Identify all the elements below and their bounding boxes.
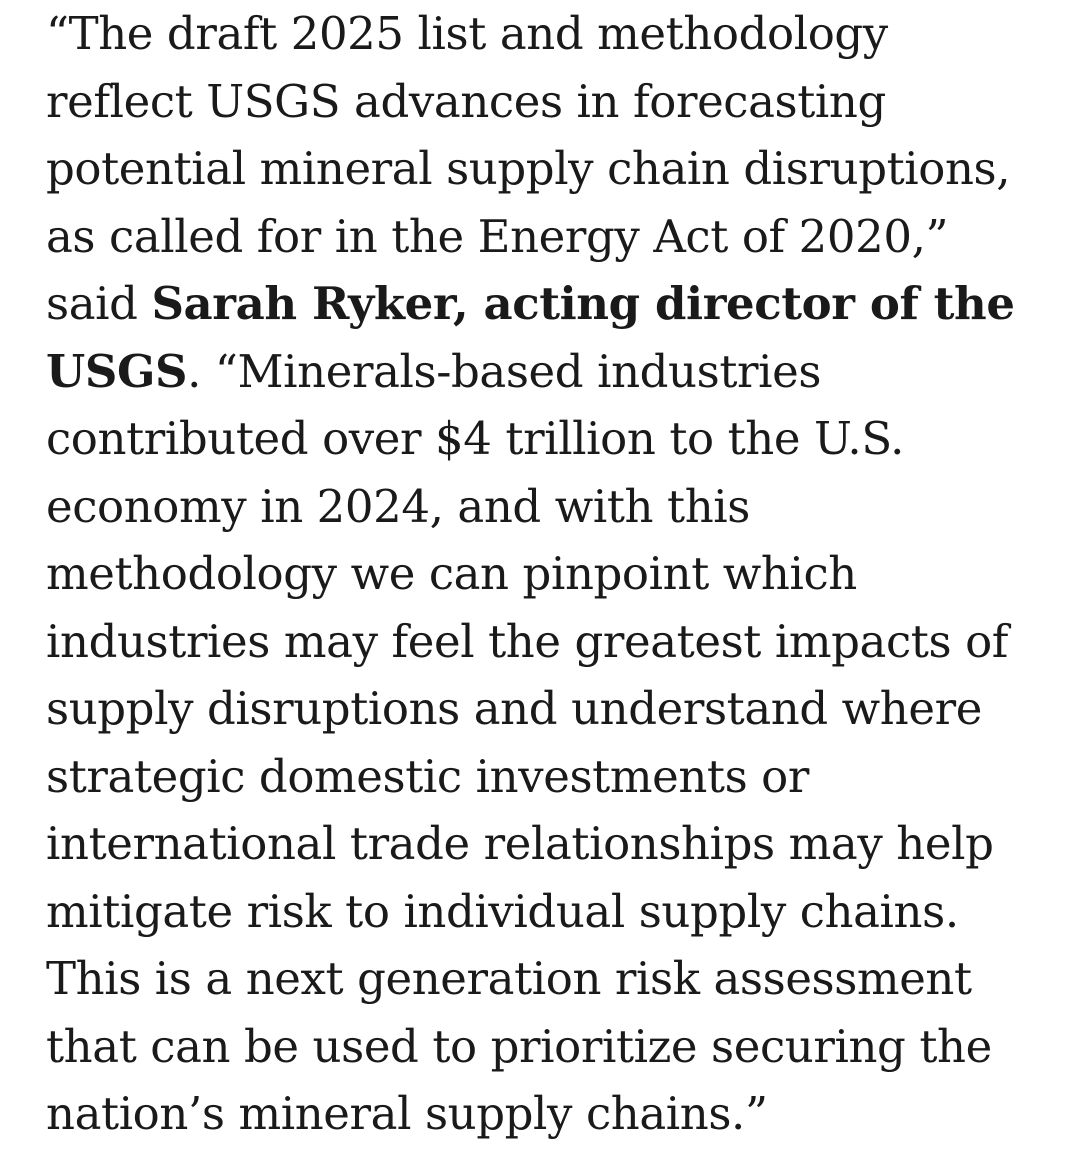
quote-line: contributed over $4 trillion to the U.S. xyxy=(46,412,905,465)
quote-line: potential mineral supply chain disruptions, xyxy=(46,142,1011,195)
quote-continuation-start: . “Minerals-based industries xyxy=(187,344,822,398)
quote-line: methodology we can pinpoint which xyxy=(46,547,857,600)
quote-line: economy in 2024, and with this xyxy=(46,479,750,533)
quote-line: international trade relationships may help xyxy=(46,817,994,870)
quote-line: supply disruptions and understand where xyxy=(46,682,982,735)
quote-line: mitigate risk to individual supply chains. xyxy=(46,884,959,938)
speaker-org: USGS xyxy=(46,344,188,398)
quote-line: strategic domestic investments or xyxy=(46,749,809,803)
quote-line: industries may feel the greatest impacts of xyxy=(46,614,1009,668)
quote-line: as called for in the Energy Act of 2020,” xyxy=(46,209,949,263)
quote-line: reflect USGS advances in forecasting xyxy=(46,74,886,128)
speaker-name: Sarah Ryker, acting director of the xyxy=(151,277,1015,330)
quote-line: that can be used to prioritize securing the xyxy=(46,1019,992,1073)
quote-line: This is a next generation risk assessment xyxy=(46,952,972,1005)
attribution-line-2 xyxy=(46,338,1056,406)
quote-line: nation’s mineral supply chains.” xyxy=(46,1087,768,1140)
quote-line: “The draft 2025 list and methodology xyxy=(46,7,888,60)
said-text: said xyxy=(46,277,152,330)
article-quote-paragraph xyxy=(46,0,1056,1148)
attribution-line xyxy=(46,270,1056,338)
